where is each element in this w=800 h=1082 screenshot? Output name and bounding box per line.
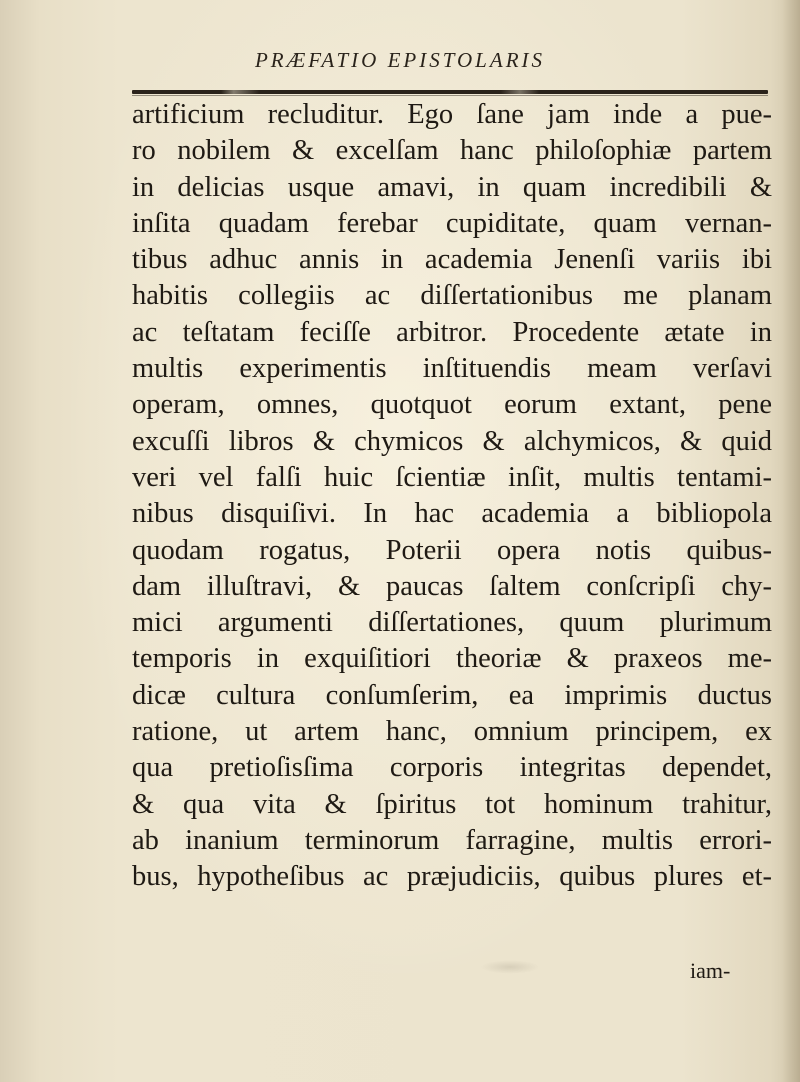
page-edge-shadow (782, 0, 800, 1082)
text-line: operam, omnes, quotquot eorum extant, pene (132, 389, 772, 421)
text-line: veri vel falſi huic ſcientiæ inſit, multis tentami- (132, 461, 772, 493)
text-line: in delicias usque amavi, in quam incredibili & (132, 171, 772, 203)
text-line: ro nobilem & excelſam hanc philoſophiæ partem (132, 135, 772, 167)
text-line: dicæ cultura conſumſerim, ea imprimis ductus (132, 679, 772, 711)
header-rule (132, 90, 768, 94)
text-line: multis experimentis inſtituendis meam verſavi (132, 353, 772, 385)
text-line: ratione, ut artem hanc, omnium principem, ex (132, 716, 772, 748)
catchword: iam- (690, 958, 731, 983)
text-line: artificium recluditur. Ego ſane jam inde a pue- (132, 99, 772, 130)
text-line: dam illuſtravi, & paucas ſaltem conſcripſi chy- (132, 570, 772, 602)
text-line: nibus disquiſivi. In hac academia a bibliopola (132, 498, 772, 530)
text-line: temporis in exquiſitiori theoriæ & praxeos me- (132, 643, 772, 675)
header-rule-thin (132, 95, 768, 96)
text-line: excuſſi libros & chymicos & alchymicos, & quid (132, 425, 772, 457)
running-header: PRÆFATIO EPISTOLARIS (254, 48, 546, 72)
text-line: bus, hypotheſibus ac præjudiciis, quibus plures et- (132, 861, 772, 893)
text-line: ac teſtatam feciſſe arbitror. Procedente ætate in (132, 316, 772, 348)
text-line: & qua vita & ſpiritus tot hominum trahitur, (132, 788, 772, 820)
text-line: qua pretioſisſima corporis integritas dependet, (132, 752, 772, 784)
text-line: ab inanium terminorum farragine, multis errori- (132, 824, 772, 856)
ink-smudge (480, 960, 540, 974)
body-text (132, 97, 772, 896)
text-line: tibus adhuc annis in academia Jenenſi variis ibi (132, 244, 772, 276)
text-line: mici argumenti diſſertationes, quum plurimum (132, 607, 772, 639)
text-line: quodam rogatus, Poterii opera notis quibus- (132, 534, 772, 566)
text-line: habitis collegiis ac diſſertationibus me planam (132, 280, 772, 312)
text-line: inſita quadam ferebar cupiditate, quam vernan- (132, 207, 772, 239)
